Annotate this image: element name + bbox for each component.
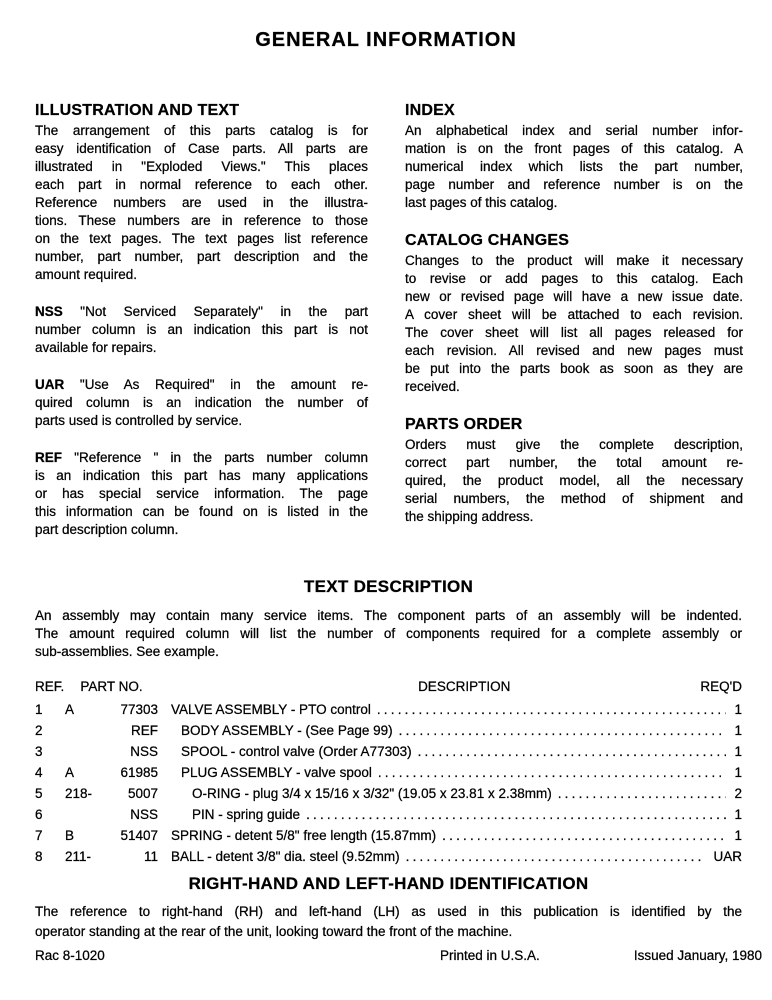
text-line: is an indication this part has many applications [35,468,368,483]
text-line: correct part number, the total amount re- [405,455,743,470]
cell-part-number: REF [131,723,158,738]
cell-part-number: NSS [130,744,158,759]
dot-leader [558,783,727,804]
text-description-section [35,577,742,661]
cell-ref: 6 [35,807,43,822]
text-line: sub-assemblies. See example. [35,644,219,659]
paragraph [35,376,368,430]
cell-description: BALL - detent 3/8" dia. steel (9.52mm) [171,849,400,864]
table-body [35,699,742,867]
paragraph [405,252,743,396]
cell-part-number: NSS [130,807,158,822]
page-title: GENERAL INFORMATION [255,29,517,51]
text-line: The arrangement of this parts catalog is for [35,123,368,138]
text-line: The cover sheet will list all pages released for [405,325,743,340]
cell-description: O-RING - plug 3/4 x 15/16 x 3/32" (19.05 x 23.81 x 2.38mm) [192,786,552,801]
text-line: The reference to right-hand (RH) and left-hand (LH) as used in this publication is identified by the [35,904,742,919]
table-row [35,825,742,846]
paragraph [35,303,368,357]
cell-description: PLUG ASSEMBLY - valve spool [181,765,372,780]
cell-ref: 3 [35,744,43,759]
text-line: new or revised page will have a new issue date. [405,289,743,304]
cell-reqd: 1 [734,723,742,738]
cell-prefix: A [65,765,75,780]
section-heading: INDEX [405,102,455,119]
text-line: or has special service information. The page [35,486,368,501]
section-heading: ILLUSTRATION AND TEXT [35,102,240,119]
right-column [405,101,743,526]
footer-form-number: Rac 8-1020 [35,948,105,963]
text-line: be put into the parts book as soon as they are [405,361,743,376]
cell-description: BODY ASSEMBLY - (See Page 99) [181,723,393,738]
cell-prefix: 218- [65,786,93,801]
cell-part-number: 5007 [127,786,158,801]
cell-description: VALVE ASSEMBLY - PTO control [171,702,371,717]
text-description-heading: TEXT DESCRIPTION [303,577,474,596]
text-description-paragraph [35,607,742,661]
section-heading: CATALOG CHANGES [405,232,570,249]
section-heading: PARTS ORDER [405,416,523,433]
footer-printed-in: Printed in U.S.A. [440,948,540,963]
table-header-row [35,676,742,697]
rh-lh-section [35,874,742,942]
text-line: An alphabetical index and serial number infor- [405,123,743,138]
dot-leader [399,720,727,741]
column-header-reqd: REQ'D [700,679,742,694]
text-line: Orders must give the complete description, [405,437,743,452]
page-footer [35,948,762,966]
text-line: serial numbers, the method of shipment and [405,491,743,506]
text-line: numerical index which lists the part number, [405,159,743,174]
text-line: received. [405,379,460,394]
column-header-ref: REF. [35,679,65,694]
table-row [35,804,742,825]
column-header-description: DESCRIPTION [418,679,511,694]
text-line: REF "Reference " in the parts number column [35,450,368,465]
text-line: The amount required column will list the number of components required for a complete assembly or [35,626,742,641]
paragraph [405,436,743,526]
cell-prefix: A [65,702,75,717]
cell-reqd: 1 [734,765,742,780]
bold-lead: UAR [35,377,65,392]
text-line: mation is on the front pages of this catalog. A [405,141,743,156]
text-line: Changes to the product will make it necessary [405,253,743,268]
bold-lead: REF [35,450,62,465]
text-line: each part in normal reference to each other. [35,177,368,192]
text-line: easy identification of Case parts. All parts are [35,141,368,156]
rh-lh-paragraph [35,902,742,942]
dot-leader [418,741,727,762]
table-row [35,846,742,867]
text-line: operator standing at the rear of the unit, looking toward the front of the machine. [35,924,513,939]
cell-reqd: 1 [734,744,742,759]
paragraph [35,449,368,539]
cell-reqd: 1 [734,702,742,717]
cell-reqd: 2 [734,786,742,801]
table-row [35,762,742,783]
text-line: An assembly may contain many service items. The component parts of an assembly will be indented. [35,608,742,623]
footer-issue-date: Issued January, 1980 [633,948,762,963]
cell-part-number: 11 [143,849,158,864]
left-column [35,101,368,539]
text-line: NSS "Not Serviced Separately" in the part [35,304,368,319]
text-line: last pages of this catalog. [405,195,558,210]
paragraph [35,902,742,942]
text-line: page number and reference number is on the [405,177,743,192]
cell-part-number: 77303 [120,702,158,717]
dot-leader [377,699,727,720]
cell-prefix: 211- [65,849,92,864]
bold-lead: NSS [35,304,63,319]
column-header-part-no: PART NO. [80,679,143,694]
text-line: each revision. All revised and new pages must [405,343,743,358]
text-line: part description column. [35,522,179,537]
cell-ref: 2 [35,723,43,738]
table-row [35,720,742,741]
cell-ref: 4 [35,765,43,780]
cell-description: PIN - spring guide [192,807,301,822]
dot-leader [378,762,727,783]
parts-table [35,676,742,867]
text-line: parts used is controlled by service. [35,413,243,428]
text-line: illustrated in "Exploded Views." This places [35,159,368,174]
dot-leader [306,804,726,825]
paragraph [35,607,742,661]
cell-ref: 1 [35,702,43,717]
cell-part-number: 51407 [120,828,158,843]
cell-reqd: UAR [713,849,742,864]
cell-description: SPRING - detent 5/8" free length (15.87mm) [171,828,437,843]
cell-ref: 8 [35,849,43,864]
cell-prefix: B [65,828,75,843]
cell-reqd: 1 [734,807,742,822]
text-line: number column is an indication this part is not [35,322,368,337]
text-line: UAR "Use As Required" in the amount re- [35,377,368,392]
dot-leader [442,825,726,846]
text-line: Reference numbers are used in the illustra- [35,195,368,210]
table-row [35,783,742,804]
text-line: to revise or add pages to this catalog. Each [405,271,743,286]
cell-part-number: 61985 [120,765,158,780]
text-line: the shipping address. [405,509,534,524]
text-line: amount required. [35,267,138,282]
text-line: this information can be found on is listed in the [35,504,368,519]
text-line: quired, the product model, all the necessary [405,473,743,488]
dot-leader [406,846,706,867]
cell-description: SPOOL - control valve (Order A77303) [181,744,412,759]
paragraph [405,122,743,212]
text-line: available for repairs. [35,340,157,355]
rh-lh-heading: RIGHT-HAND AND LEFT-HAND IDENTIFICATION [188,874,589,893]
table-row [35,741,742,762]
text-line: on the text pages. The text pages list reference [35,231,368,246]
cell-ref: 7 [35,828,43,843]
text-line: A cover sheet will be attached to each revision. [405,307,743,322]
cell-ref: 5 [35,786,43,801]
cell-reqd: 1 [734,828,742,843]
table-row [35,699,742,720]
text-line: quired column is an indication the number of [35,395,368,410]
text-line: tions. These numbers are in reference to those [35,213,368,228]
paragraph [35,122,368,284]
text-line: number, part number, part description and the [35,249,368,264]
